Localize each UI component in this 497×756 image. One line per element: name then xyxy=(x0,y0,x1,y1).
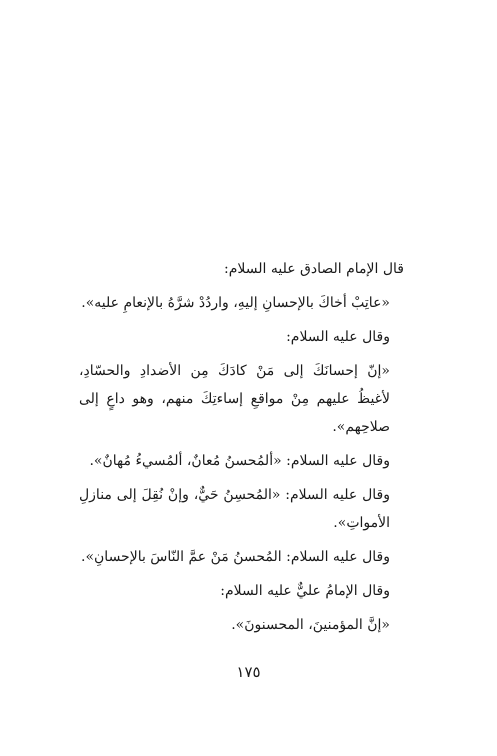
quote-line-6: وقال عليه السلام: المُحسنُ مَنْ عمَّ النّاسَ بالإحسانِ». xyxy=(81,549,390,565)
quote-line-5: وقال عليه السلام: «المُحسِنُ حَيٌّ، وإنْ نُقِلَ إلى منازلِ الأمواتِ». xyxy=(79,487,390,531)
quote-line-4: وقال عليه السلام: «ألمُحسنُ مُعانٌ، ألمُسيءُ مُهانٌ». xyxy=(89,453,390,469)
quote-line-1: «عاتِبْ أخاكَ بالإحسانِ إليهِ، واردُدْ شرَّهُ بالإنعامِ عليه». xyxy=(81,295,390,311)
page-number: ١٧٥ xyxy=(236,663,261,681)
text-body xyxy=(79,255,404,645)
quote-line-3: «إنّ إحسانَكَ إلى مَنْ كادَكَ مِن الأضدادِ والحسّادِ، لأغيظُ عليهم مِنْ مواقعِ إساءتِكَ منهم، وهو داعٍ إلى صلاحِهم». xyxy=(79,363,390,435)
attribution-line-2: وقال عليه السلام: xyxy=(286,329,390,345)
heading-line-ali: وقال الإمامُ عليٌّ عليه السلام: xyxy=(220,583,390,599)
heading-line-sadiq: قال الإمام الصادق عليه السلام: xyxy=(224,261,404,277)
quote-line-7: «إنَّ المؤمنينَ، المحسنونَ». xyxy=(231,617,390,633)
